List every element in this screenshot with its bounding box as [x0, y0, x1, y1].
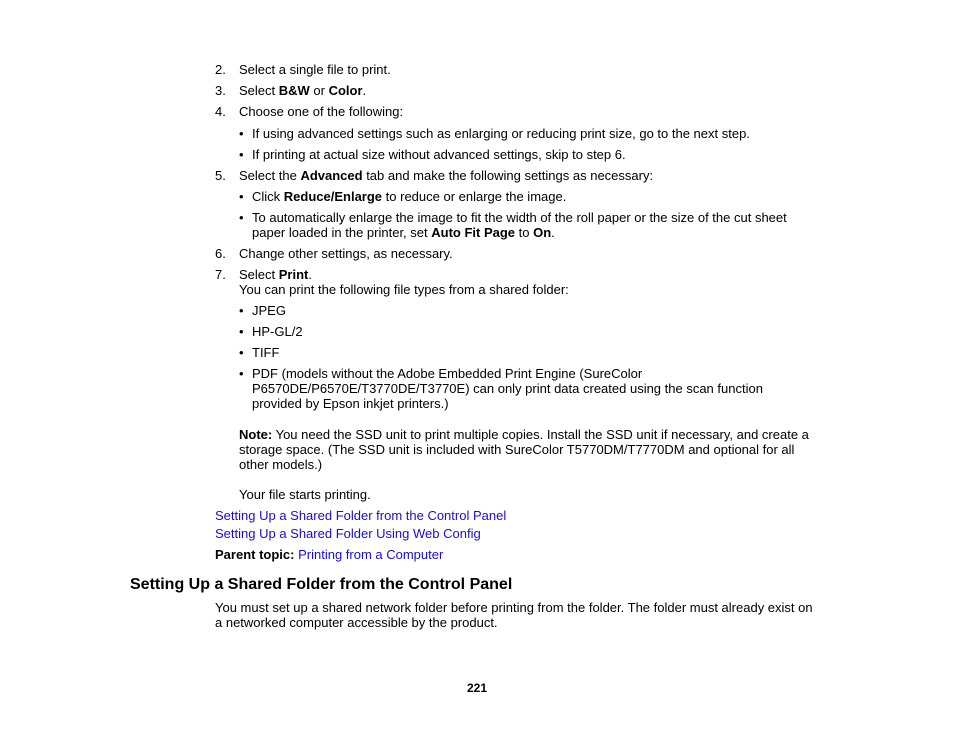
related-link[interactable]	[215, 508, 506, 523]
text: to	[515, 225, 534, 240]
text: You need the SSD unit to print multiple copies. Install the SSD unit if necessary, and create a	[272, 427, 809, 442]
file-type: PDF (models without the Adobe Embedded Print Engine (SureColor	[252, 366, 643, 381]
link-shared-folder-control-panel[interactable]: Setting Up a Shared Folder from the Control Panel	[215, 508, 507, 523]
text: Select	[239, 83, 279, 98]
step-subtext: You can print the following file types from a shared folder:	[239, 282, 569, 297]
text: or	[309, 83, 329, 98]
text: Select the	[239, 168, 301, 183]
bullet-icon: •	[239, 147, 244, 162]
bold-text: Reduce/Enlarge	[283, 189, 383, 204]
step-text: Select a single file to print.	[239, 62, 391, 77]
bold-text: Color	[328, 83, 363, 98]
step-number: 7.	[215, 267, 226, 282]
bold-text: On	[533, 225, 552, 240]
text: .	[308, 267, 312, 282]
bold-text: B&W	[278, 83, 310, 98]
bullet-icon: •	[239, 126, 244, 141]
bullet-text	[252, 189, 566, 204]
text: .	[551, 225, 555, 240]
section-text: a networked computer accessible by the product.	[215, 615, 498, 630]
note-text: storage space. (The SSD unit is included with SureColor T5770DM/T7770DM and optional for all	[239, 442, 795, 457]
bullet-text: If using advanced settings such as enlarging or reducing print size, go to the next step.	[252, 126, 750, 141]
bullet-icon: •	[239, 366, 244, 381]
bullet-icon: •	[239, 210, 244, 225]
step-number: 3.	[215, 83, 226, 98]
bold-text: Advanced	[300, 168, 363, 183]
step-text	[239, 83, 366, 98]
related-link[interactable]	[215, 526, 481, 541]
link-shared-folder-web-config[interactable]: Setting Up a Shared Folder Using Web Config	[215, 526, 481, 541]
parent-topic-label: Parent topic:	[215, 547, 295, 562]
step-number: 5.	[215, 168, 226, 183]
file-type: HP-GL/2	[252, 324, 303, 339]
bullet-icon: •	[239, 345, 244, 360]
file-type: TIFF	[252, 345, 280, 360]
bold-text: Print	[278, 267, 309, 282]
step-number: 6.	[215, 246, 226, 261]
bullet-text: If printing at actual size without advanced settings, skip to step 6.	[252, 147, 626, 162]
parent-topic	[215, 547, 443, 562]
file-type: provided by Epson inkjet printers.)	[252, 396, 449, 411]
bold-text: Auto Fit Page	[431, 225, 516, 240]
text: Select	[239, 267, 279, 282]
note-label: Note:	[239, 427, 273, 442]
bullet-text: To automatically enlarge the image to fit the width of the roll paper or the size of the cut sheet	[252, 210, 787, 225]
step-number: 4.	[215, 104, 226, 119]
step-text: Choose one of the following:	[239, 104, 404, 119]
file-type: P6570DE/P6570E/T3770DE/T3770E) can only print data created using the scan function	[252, 381, 763, 396]
text: paper loaded in the printer, set	[252, 225, 432, 240]
section-heading: Setting Up a Shared Folder from the Control Panel	[130, 576, 513, 593]
bullet-text	[252, 225, 555, 240]
bullet-icon: •	[239, 189, 244, 204]
bullet-icon: •	[239, 303, 244, 318]
bullet-icon: •	[239, 324, 244, 339]
text: .	[362, 83, 367, 98]
section-text: You must set up a shared network folder before printing from the folder. The folder must already exist on	[215, 600, 813, 615]
note-text	[239, 427, 809, 442]
step-text	[239, 168, 653, 183]
link-printing-from-computer[interactable]: Printing from a Computer	[298, 547, 444, 562]
text: Click	[252, 189, 284, 204]
text: tab and make the following settings as necessary:	[362, 168, 654, 183]
page-number: 221	[466, 681, 488, 695]
note-text: other models.)	[239, 457, 323, 472]
file-type: JPEG	[252, 303, 286, 318]
result-text: Your file starts printing.	[239, 487, 371, 502]
text: to reduce or enlarge the image.	[382, 189, 567, 204]
step-number: 2.	[215, 62, 226, 77]
step-text: Change other settings, as necessary.	[239, 246, 453, 261]
step-text	[239, 267, 312, 282]
